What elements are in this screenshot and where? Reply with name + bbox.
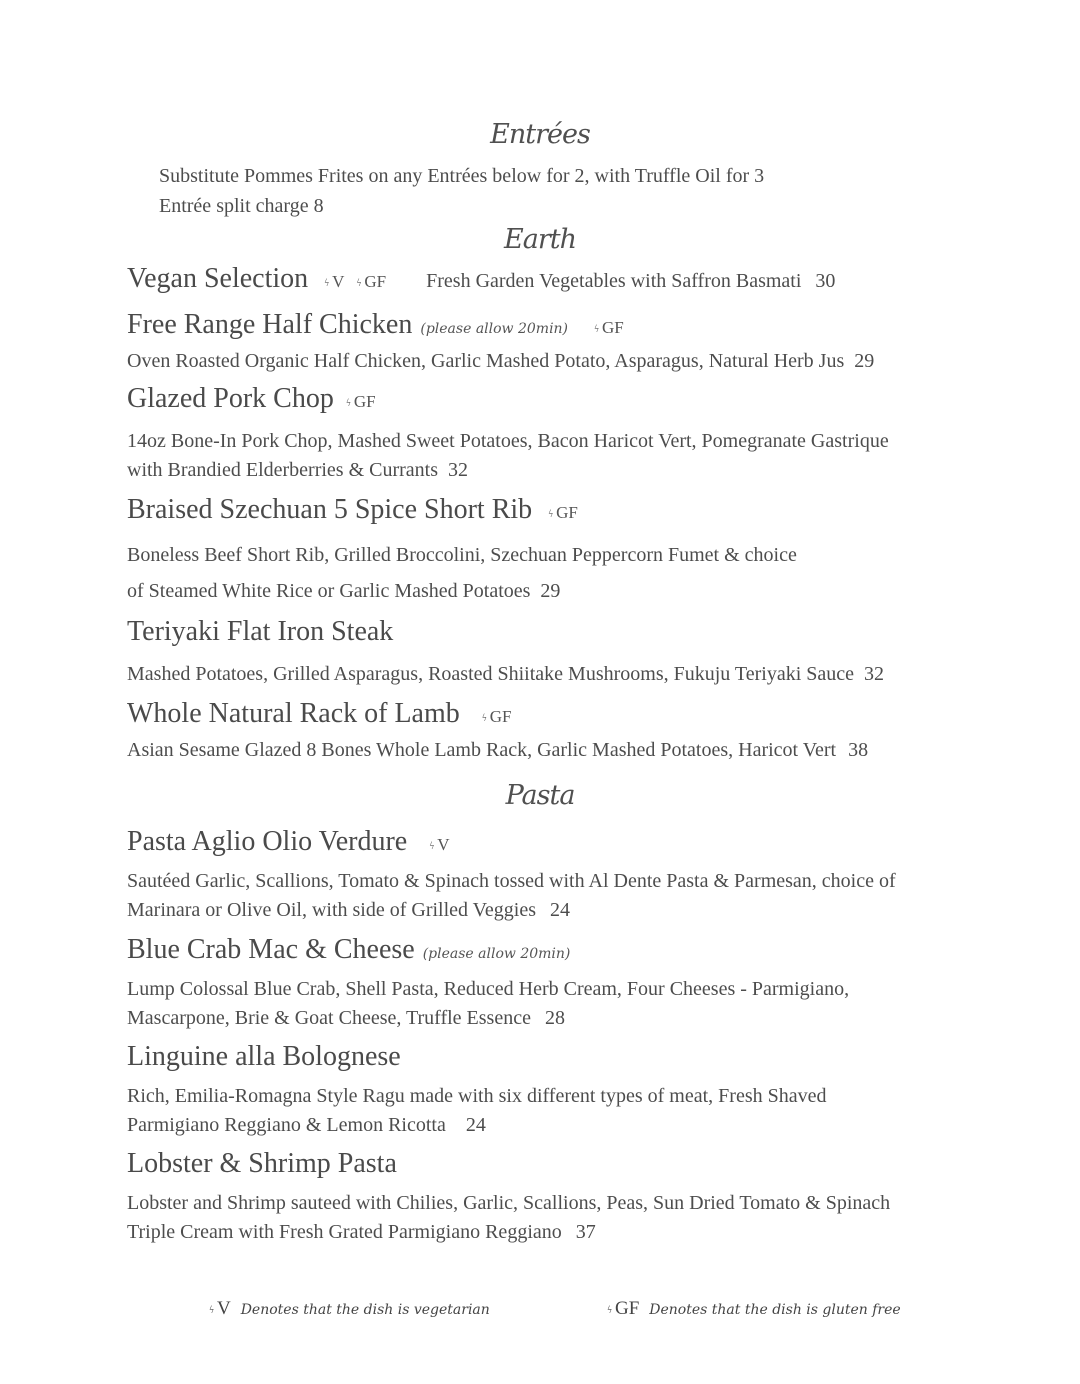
menu-item-aglio-olio bbox=[127, 826, 449, 858]
leaf-icon: ϟ bbox=[429, 840, 435, 852]
leaf-icon: ϟ bbox=[607, 1304, 612, 1316]
leaf-icon: ϟ bbox=[548, 508, 554, 520]
menu-item-pork-chop bbox=[127, 383, 376, 415]
menu-item-blue-crab-mac-description-1: Lump Colossal Blue Crab, Shell Pasta, Reduced Herb Cream, Four Cheeses - Parmigiano, bbox=[127, 978, 850, 1000]
menu-item-lobster-shrimp-description-1: Lobster and Shrimp sauteed with Chilies, Garlic, Scallions, Peas, Sun Dried Tomato & Spinach bbox=[127, 1192, 891, 1214]
menu-item-pork-chop-description-1: 14oz Bone-In Pork Chop, Mashed Sweet Potatoes, Bacon Haricot Vert, Pomegranate Gastrique bbox=[127, 430, 889, 452]
gluten-free-tag: ϟ GF bbox=[481, 707, 512, 726]
dish-name: Braised Szechuan 5 Spice Short Rib bbox=[127, 494, 533, 525]
leaf-icon: ϟ bbox=[356, 277, 362, 289]
dish-price: 24 bbox=[549, 899, 570, 921]
menu-item-short-rib-description-1: Boneless Beef Short Rib, Grilled Broccolini, Szechuan Peppercorn Fumet & choice bbox=[127, 544, 797, 566]
gluten-free-tag: ϟ GF bbox=[548, 503, 578, 522]
dish-name: Pasta Aglio Olio Verdure bbox=[127, 826, 408, 857]
dish-price: 29 bbox=[854, 350, 875, 372]
gluten-free-tag: ϟ GF bbox=[594, 318, 624, 337]
legend-gluten-free bbox=[607, 1298, 901, 1320]
leaf-icon: ϟ bbox=[594, 323, 599, 335]
menu-item-short-rib bbox=[127, 494, 578, 526]
dish-note: (please allow 20min) bbox=[422, 946, 571, 962]
dish-price: 29 bbox=[540, 580, 561, 602]
menu-item-lobster-shrimp: Lobster & Shrimp Pasta bbox=[127, 1148, 397, 1179]
entrees-note-split: Entrée split charge 8 bbox=[159, 195, 324, 217]
vegetarian-tag: ϟ V bbox=[324, 272, 345, 291]
dish-price: 28 bbox=[544, 1007, 565, 1029]
menu-item-short-rib-description-2: of Steamed White Rice or Garlic Mashed Potatoes 29 bbox=[127, 580, 561, 602]
menu-item-aglio-olio-description-1: Sautéed Garlic, Scallions, Tomato & Spinach tossed with Al Dente Pasta & Parmesan, choice of bbox=[127, 870, 896, 892]
dish-price: 38 bbox=[848, 739, 869, 761]
menu-item-aglio-olio-description-2: Marinara or Olive Oil, with side of Grilled Veggies 24 bbox=[127, 899, 570, 921]
entrees-title: Entrées bbox=[490, 119, 590, 150]
dish-price: 30 bbox=[815, 270, 836, 292]
menu-item-bolognese-description-1: Rich, Emilia-Romagna Style Ragu made with six different types of meat, Fresh Shaved bbox=[127, 1085, 827, 1107]
menu-item-rack-of-lamb bbox=[127, 698, 511, 730]
gluten-free-tag: ϟ GF bbox=[356, 272, 387, 291]
dish-price: 37 bbox=[575, 1221, 596, 1243]
menu-item-pork-chop-description-2: with Brandied Elderberries & Currants 32 bbox=[127, 459, 469, 481]
menu-item-teriyaki-steak: Teriyaki Flat Iron Steak bbox=[127, 616, 394, 647]
menu-item-half-chicken bbox=[127, 309, 624, 341]
gluten-free-tag: ϟ GF bbox=[345, 392, 376, 411]
dish-name: Vegan Selection bbox=[127, 263, 309, 294]
dish-note: (please allow 20min) bbox=[420, 321, 569, 337]
legend-vegetarian bbox=[209, 1298, 490, 1320]
menu-item-bolognese-description-2: Parmigiano Reggiano & Lemon Ricotta 24 bbox=[127, 1114, 486, 1136]
leaf-icon: ϟ bbox=[345, 397, 351, 409]
dish-name: Blue Crab Mac & Cheese bbox=[127, 934, 415, 965]
legend-gluten-free-text: Denotes that the dish is gluten free bbox=[649, 1302, 901, 1318]
menu-item-rack-of-lamb-description: Asian Sesame Glazed 8 Bones Whole Lamb Rack, Garlic Mashed Potatoes, Haricot Vert 38 bbox=[127, 739, 869, 761]
pasta-title: Pasta bbox=[505, 780, 575, 811]
menu-item-blue-crab-mac bbox=[127, 934, 570, 966]
dish-name: Free Range Half Chicken bbox=[127, 309, 413, 340]
earth-title: Earth bbox=[504, 224, 576, 255]
menu-item-lobster-shrimp-description-2: Triple Cream with Fresh Grated Parmigiano Reggiano 37 bbox=[127, 1221, 596, 1243]
leaf-icon: ϟ bbox=[481, 712, 487, 724]
dish-price: 32 bbox=[864, 663, 885, 685]
entrees-note-frites: Substitute Pommes Frites on any Entrées below for 2, with Truffle Oil for 3 bbox=[159, 165, 765, 187]
legend-vegetarian-text: Denotes that the dish is vegetarian bbox=[240, 1302, 490, 1318]
menu-item-blue-crab-mac-description-2: Mascarpone, Brie & Goat Cheese, Truffle Essence 28 bbox=[127, 1007, 565, 1029]
menu-item-half-chicken-description: Oven Roasted Organic Half Chicken, Garlic Mashed Potato, Asparagus, Natural Herb Jus 29 bbox=[127, 350, 875, 372]
dish-price: 24 bbox=[465, 1114, 486, 1136]
menu-item-bolognese: Linguine alla Bolognese bbox=[127, 1041, 401, 1072]
dish-description: Fresh Garden Vegetables with Saffron Basmati bbox=[426, 270, 802, 292]
menu-item-vegan-selection bbox=[127, 263, 835, 295]
dish-name: Whole Natural Rack of Lamb bbox=[127, 698, 460, 729]
dish-price: 32 bbox=[448, 459, 469, 481]
gluten-free-tag: ϟ GF bbox=[607, 1298, 640, 1319]
vegetarian-tag: ϟ V bbox=[209, 1298, 231, 1319]
dish-name: Glazed Pork Chop bbox=[127, 383, 334, 414]
vegetarian-tag: ϟ V bbox=[429, 835, 450, 854]
menu-item-teriyaki-steak-description: Mashed Potatoes, Grilled Asparagus, Roasted Shiitake Mushrooms, Fukuju Teriyaki Sauce 32 bbox=[127, 663, 885, 685]
leaf-icon: ϟ bbox=[209, 1304, 214, 1316]
leaf-icon: ϟ bbox=[324, 277, 330, 289]
